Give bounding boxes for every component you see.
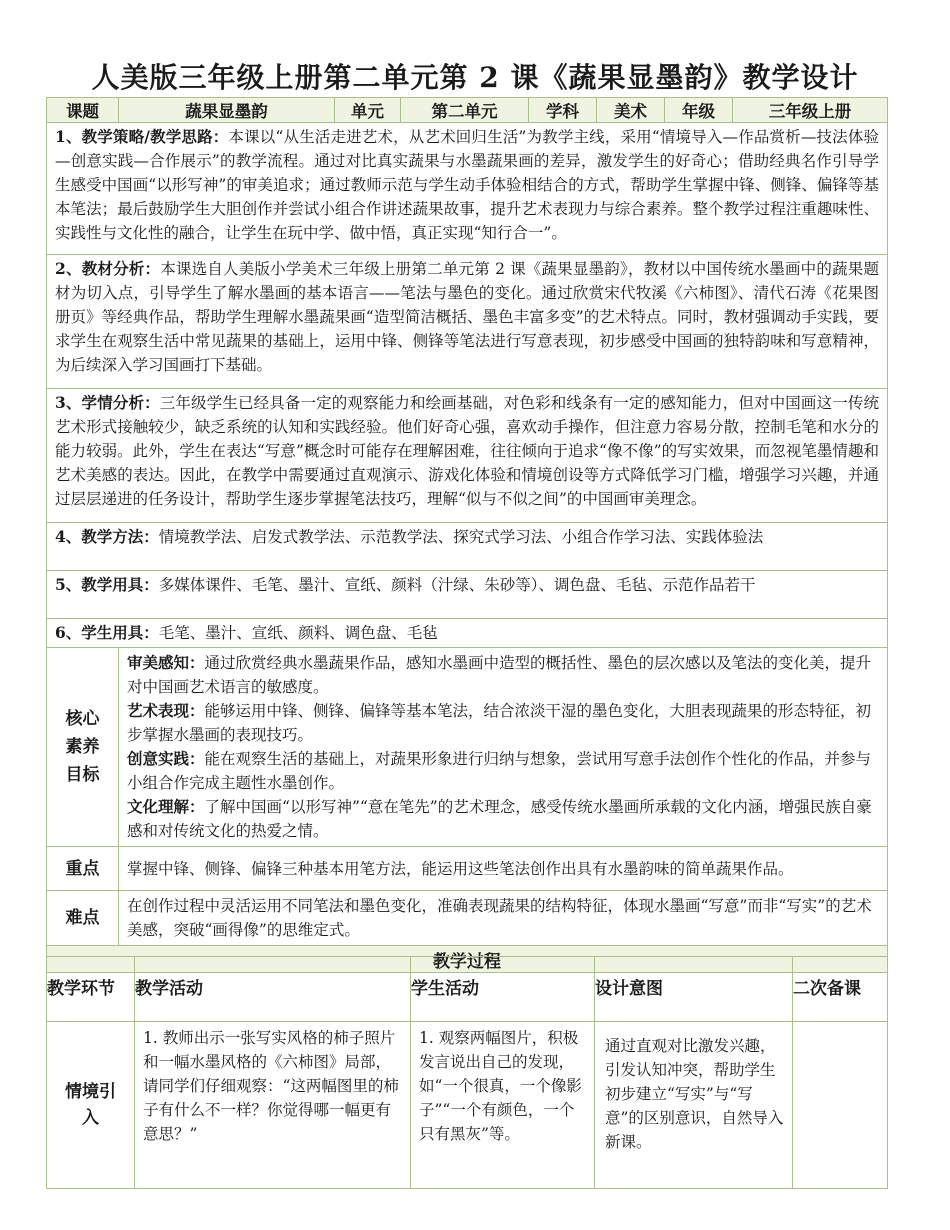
unit-key: 单元 [335,98,401,123]
subject-value: 美术 [597,98,665,123]
lesson-value: 蔬果显墨韵 [119,98,335,123]
process-header-stage: 教学环节 [47,957,135,1022]
learners-label: 3、学情分析： [55,393,160,412]
goal-expression-text: 能够运用中锋、侧锋、偏锋等基本笔法，结合浓淡干湿的墨色变化，大胆表现蔬果的形态特征，初步掌握水墨画的表现技巧。 [127,702,872,744]
goal-culture [127,795,881,843]
process-header-student: 学生活动 [411,957,595,1022]
student-tools-label: 6、学生用具： [55,623,159,642]
goal-aesthetic [127,651,881,699]
grade-value: 三年级上册 [733,98,888,123]
teaching-tools-label: 5、教学用具： [55,575,159,594]
process-header-row [47,957,888,1022]
goal-aesthetic-label: 审美感知： [127,653,205,672]
header-row [47,98,888,123]
strategy-label: 1、教学策略/教学思路： [55,127,229,146]
goal-culture-text: 了解中国画“以形写神”“意在笔先”的艺术理念，感受传统水墨画所承载的文化内涵，增强民族自豪感和对传统文化的热爱之情。 [127,798,872,840]
lesson-key: 课题 [47,98,119,123]
process-header-intent: 设计意图 [595,957,793,1022]
section-strategy [47,123,888,255]
key-point-label: 重点 [47,847,119,891]
key-point-text: 掌握中锋、侧锋、偏锋三种基本用笔方法，能运用这些笔法创作出具有水墨韵味的简单蔬果作品。 [119,847,888,891]
core-label [47,648,119,847]
unit-value: 第二单元 [401,98,529,123]
student-activity: 1. 观察两幅图片，积极发言说出自己的发现，如“一个很真，一个像影子”“一个有颜色，一个只有黑灰”等。 [411,1022,595,1189]
section-material [47,255,888,389]
section-learners [47,389,888,523]
material-label: 2、教材分析： [55,259,161,278]
page-title: 人美版三年级上册第二单元第 2 课《蔬果显墨韵》教学设计 [91,61,859,94]
subject-key: 学科 [529,98,597,123]
strategy-text: 本课以“从生活走进艺术，从艺术回归生活”为教学主线，采用“情境导入—作品赏析—技法体验—创意实践—合作展示”的教学流程。通过对比真实蔬果与水墨蔬果画的差异，激发学生的好奇心；借助经典名作引导学生感受中国画“以形写神”的审美追求；通过教师示范与学生动手体验相结合的方式，帮助学生掌握中锋、侧锋、偏锋等基本笔法；最后鼓励学生大胆创作并尝试小组合作讲述蔬果故事，提升艺术表现力与综合素养。整个教学过程注重趣味性、实践性与文化性的融合，让学生在玩中学、做中悟，真正实现“知行合一”。 [55,128,879,242]
core-goals [119,648,888,847]
teacher-activity: 1. 教师出示一张写实风格的柿子照片和一幅水墨风格的《六柿图》局部，请同学们仔细观察：“这两幅图里的柿子有什么不一样？你觉得哪一幅更有意思？” [135,1022,411,1189]
methods-text: 情境教学法、启发式教学法、示范教学法、探究式学习法、小组合作学习法、实践体验法 [158,528,764,546]
section-teaching-tools [47,571,888,619]
student-tools-text: 毛笔、墨汁、宣纸、颜料、调色盘、毛毡 [158,624,438,642]
goal-creative-text: 能在观察生活的基础上，对蔬果形象进行归纳与想象，尝试用写意手法创作个性化的作品，并参与小组合作完成主题性水墨创作。 [127,750,872,792]
process-row [47,1022,888,1189]
goal-culture-label: 文化理解： [127,797,205,816]
grade-key: 年级 [665,98,733,123]
process-table [46,956,888,1189]
process-stage: 情境引入 [47,1022,135,1189]
second-prep-notes [793,1022,888,1189]
design-intent: 通过直观对比激发兴趣，引发认知冲突，帮助学生初步建立“写实”与“写意”的区别意识，自然导入新课。 [595,1022,793,1189]
section-student-tools [47,619,888,648]
process-header-notes: 二次备课 [793,957,888,1022]
goal-creative-label: 创意实践： [127,749,205,768]
section-methods [47,523,888,571]
teaching-tools-text: 多媒体课件、毛笔、墨汁、宣纸、颜料（汁绿、朱砂等）、调色盘、毛毡、示范作品若干 [158,576,756,594]
difficulty-text: 在创作过程中灵活运用不同笔法和墨色变化，准确表现蔬果的结构特征，体现水墨画“写意”而非“写实”的艺术美感，突破“画得像”的思维定式。 [119,891,888,946]
difficulty-label: 难点 [47,891,119,946]
goal-expression-label: 艺术表现： [127,701,205,720]
goal-expression [127,699,881,747]
material-text: 本课选自人美版小学美术三年级上册第二单元第 2 课《蔬果显墨韵》，教材以中国传统水墨画中的蔬果题材为切入点，引导学生了解水墨画的基本语言——笔法与墨色的变化。通过欣赏宋代牧溪《六柿图》、清代石涛《花果图册页》等经典作品，帮助学生理解水墨蔬果画“造型简洁概括、墨色丰富多变”的艺术特点。同时，教材强调动手实践，要求学生在观察生活中常见蔬果的基础上，运用中锋、侧锋等笔法进行写意表现，初步感受中国画的独特韵味和写意精神，为后续深入学习国画打下基础。 [55,260,879,374]
goal-aesthetic-text: 通过欣赏经典水墨蔬果作品，感知水墨画中造型的概括性、墨色的层次感以及笔法的变化美，提升对中国画艺术语言的敏感度。 [127,654,872,696]
goal-creative [127,747,881,795]
methods-label: 4、教学方法： [55,527,159,546]
process-header-teacher: 教学活动 [135,957,411,1022]
core-label-text: 核心素养目标 [65,709,100,785]
lesson-plan-table [46,97,888,973]
process-band: 教学过程 [47,946,888,973]
learners-text: 三年级学生已经具备一定的观察能力和绘画基础，对色彩和线条有一定的感知能力，但对中国画这一传统艺术形式接触较少，缺乏系统的认知和实践经验。他们好奇心强，喜欢动手操作，但注意力容易分散，控制毛笔和水分的能力较弱。此外，学生在表达“写意”概念时可能存在理解困难，往往倾向于追求“像不像”的写实效果，而忽视笔墨情趣和艺术美感的表达。因此，在教学中需要通过直观演示、游戏化体验和情境创设等方式降低学习门槛，增强学习兴趣，并通过层层递进的任务设计，帮助学生逐步掌握笔法技巧，理解“似与不似之间”的中国画审美理念。 [55,394,879,508]
